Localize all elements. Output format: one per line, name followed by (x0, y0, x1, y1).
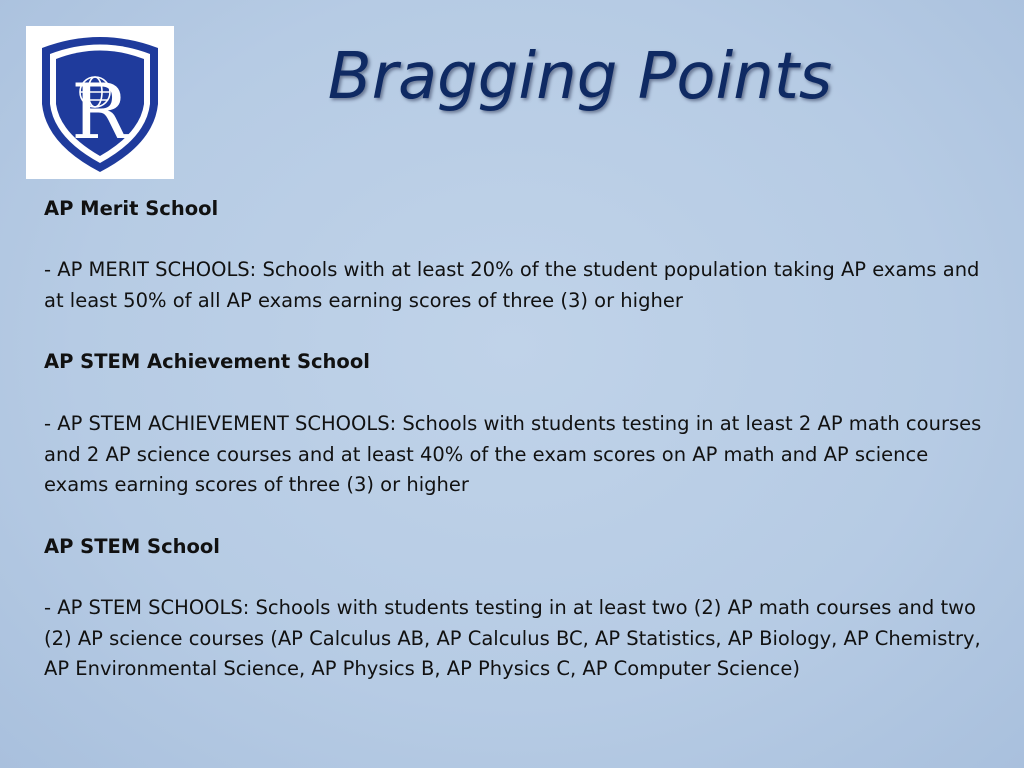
spacer (44, 378, 994, 409)
slide-title: Bragging Points (327, 40, 833, 114)
spacer (44, 562, 994, 593)
section-heading-ap-merit: AP Merit School (44, 197, 219, 220)
spacer (44, 317, 994, 348)
school-logo (26, 26, 174, 179)
logo-letter: R (71, 67, 129, 156)
section-body-ap-merit: - AP MERIT SCHOOLS: Schools with at least 20% of the student population taking AP exams and at least 50% of all AP exams earning scores of three (3) or higher (44, 258, 980, 313)
spacer (44, 501, 994, 532)
section-body-ap-stem: - AP STEM SCHOOLS: Schools with students testing in at least two (2) AP math courses and two (2) AP science courses (AP Calculus AB, AP Calculus BC, AP Statistics, AP Biology, AP Chemistry, AP Environmental Science, AP Physics B, AP Physics C, AP Computer Science) (44, 596, 981, 681)
section-heading-ap-stem-achievement: AP STEM Achievement School (44, 350, 370, 374)
section-heading-ap-stem: AP STEM School (44, 534, 220, 558)
spacer (44, 225, 994, 256)
section-body-ap-stem-achievement: - AP STEM ACHIEVEMENT SCHOOLS: Schools with students testing in at least 2 AP math courses and 2 AP science courses and at least 40% of the exam scores on AP math and AP science exams earning scores of three (3) or higher (44, 411, 982, 497)
school-crest-logo-icon (26, 26, 174, 179)
slide-content (44, 194, 994, 685)
